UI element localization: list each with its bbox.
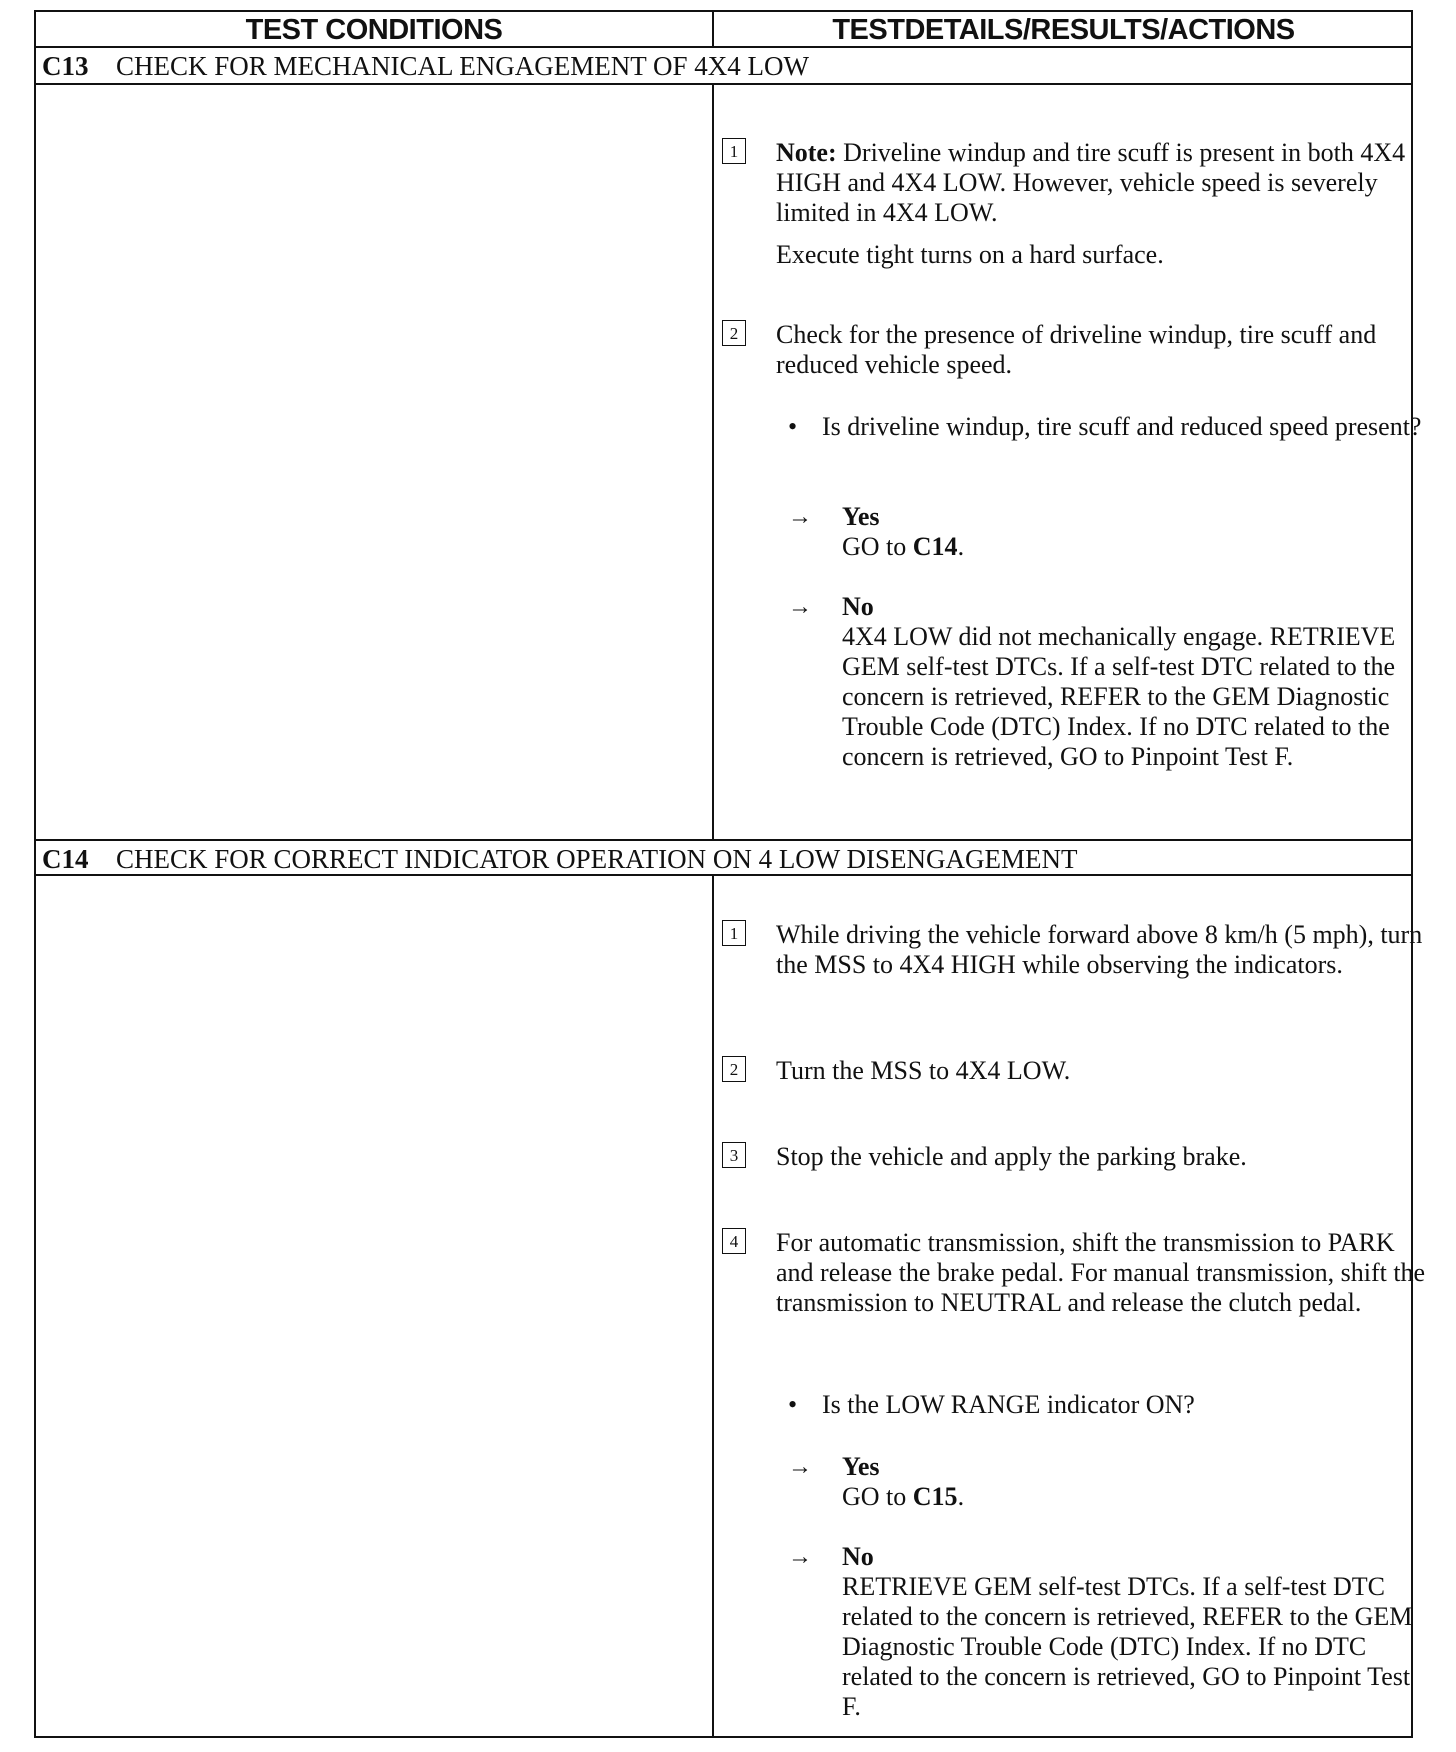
- bullet-icon: •: [788, 412, 798, 441]
- c13-step-1-note: [776, 138, 1426, 228]
- c14-title: CHECK FOR CORRECT INDICATOR OPERATION ON 4 LOW DISENGAGEMENT: [116, 844, 1078, 874]
- c14-step-2-text: Turn the MSS to 4X4 LOW.: [776, 1056, 1071, 1085]
- c14-question: Is the LOW RANGE indicator ON?: [822, 1390, 1195, 1419]
- c13-yes-answer: [842, 502, 1432, 562]
- c14-yes-answer: [842, 1452, 1432, 1512]
- c14-yes-suffix: .: [957, 1482, 965, 1511]
- c14-step-3-text: Stop the vehicle and apply the parking brake.: [776, 1142, 1247, 1171]
- header-test-details: TESTDETAILS/RESULTS/ACTIONS: [832, 14, 1295, 46]
- c14-step-4-number: 4: [722, 1228, 746, 1254]
- note-label: Note:: [776, 138, 837, 167]
- c13-no-label: No: [842, 592, 874, 621]
- c14-section-title: [36, 839, 1411, 876]
- header-test-conditions: TEST CONDITIONS: [245, 14, 503, 46]
- c14-yes-label: Yes: [842, 1452, 880, 1481]
- arrow-right-icon: →: [788, 1454, 812, 1480]
- c13-id: C13: [42, 51, 89, 81]
- c14-yes-target: C15: [912, 1482, 958, 1511]
- c13-step-1-number: 1: [722, 138, 746, 164]
- c14-step-2-number: 2: [722, 1056, 746, 1082]
- c14-yes-prefix: GO to: [842, 1482, 913, 1511]
- c13-yes-target: C14: [912, 532, 958, 561]
- c13-step-1-note-text: Driveline windup and tire scuff is present in both 4X4 HIGH and 4X4 LOW. However, vehicle speed is severely limited in 4X4 LOW.: [776, 138, 1406, 227]
- c13-yes-prefix: GO to: [842, 532, 913, 561]
- c13-no-text: 4X4 LOW did not mechanically engage. RETRIEVE GEM self-test DTCs. If a self-test DTC related to the concern is retrieved, REFER to the GEM Diagnostic Trouble Code (DTC) Index. If no DTC related to the concern is retrieved, GO to Pinpoint Test F.: [842, 622, 1396, 771]
- c13-title: CHECK FOR MECHANICAL ENGAGEMENT OF 4X4 LOW: [116, 51, 809, 81]
- diagnostic-table: [34, 10, 1426, 1738]
- c14-no-answer: [842, 1542, 1432, 1722]
- c13-yes-suffix: .: [957, 532, 965, 561]
- arrow-right-icon: →: [788, 594, 812, 620]
- c14-step-1-number: 1: [722, 920, 746, 946]
- table-header: [36, 12, 1411, 48]
- c13-no-answer: [842, 592, 1432, 772]
- c13-step-1-text: Execute tight turns on a hard surface.: [776, 240, 1164, 269]
- c14-column-divider: [712, 876, 714, 1738]
- c14-step-4-text: For automatic transmission, shift the transmission to PARK and release the brake pedal. For manual transmission, shift the transmission to NEUTRAL and release the clutch pedal.: [776, 1228, 1426, 1317]
- bullet-icon: •: [788, 1390, 798, 1419]
- c14-no-label: No: [842, 1542, 874, 1571]
- c13-column-divider: [712, 85, 714, 839]
- c13-yes-label: Yes: [842, 502, 880, 531]
- c14-no-text: RETRIEVE GEM self-test DTCs. If a self-test DTC related to the concern is retrieved, REFER to the GEM Diagnostic Trouble Code (DTC) Index. If no DTC related to the concern is retrieved, GO to Pinpoint Test F.: [842, 1572, 1413, 1721]
- c14-id: C14: [42, 844, 89, 874]
- arrow-right-icon: →: [788, 504, 812, 530]
- c13-step-2-text: Check for the presence of driveline windup, tire scuff and reduced vehicle speed.: [776, 320, 1377, 379]
- c13-question: Is driveline windup, tire scuff and reduced speed present?: [822, 412, 1422, 441]
- c14-step-3-number: 3: [722, 1142, 746, 1168]
- c13-section-title: [36, 48, 1411, 85]
- c14-step-1-text: While driving the vehicle forward above 8 km/h (5 mph), turn the MSS to 4X4 HIGH while observing the indicators.: [776, 920, 1423, 979]
- c13-step-2-number: 2: [722, 320, 746, 346]
- arrow-right-icon: →: [788, 1544, 812, 1570]
